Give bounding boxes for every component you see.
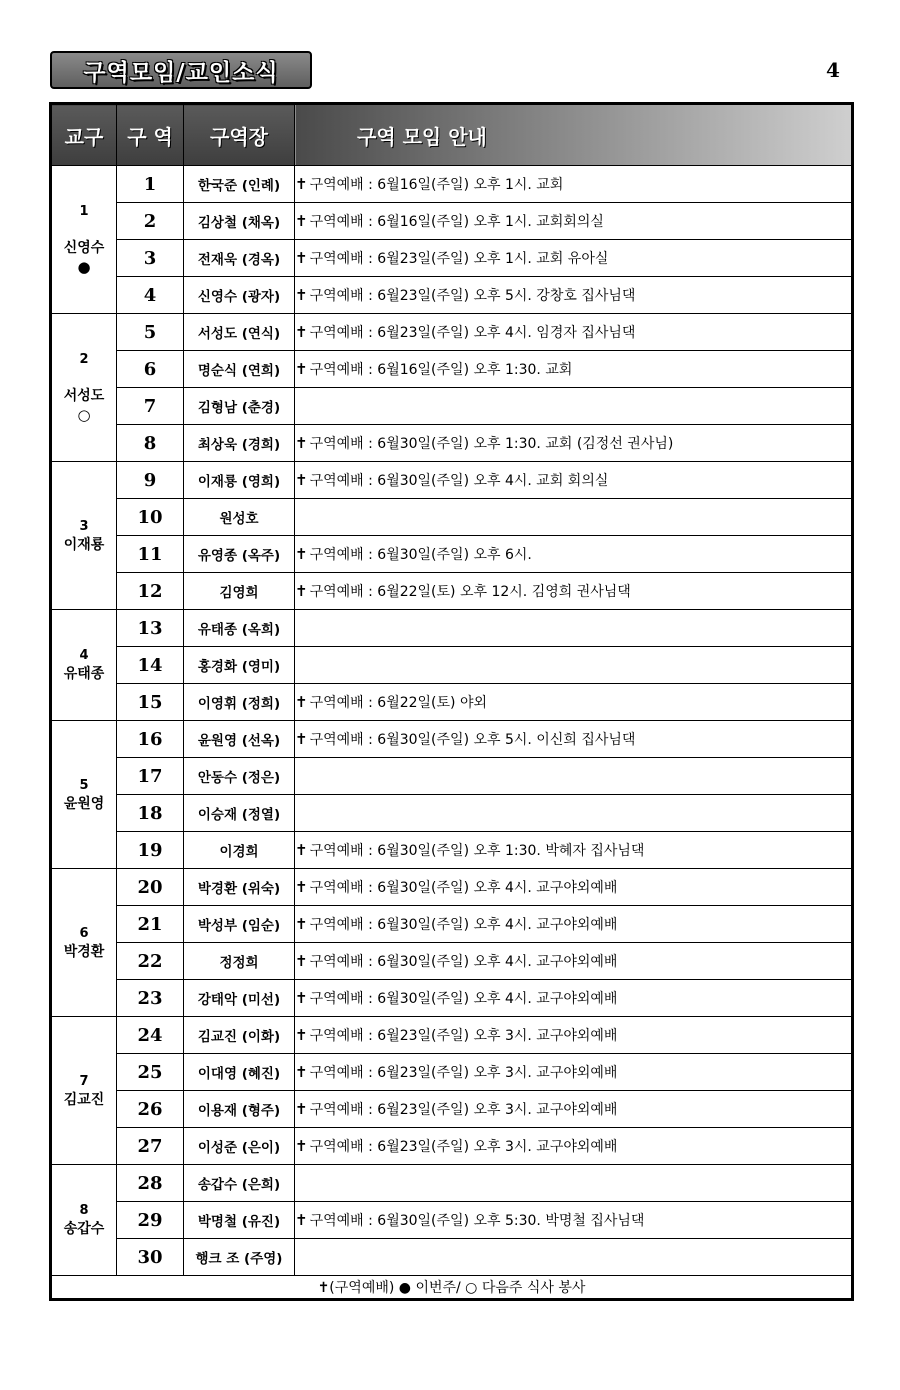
group-leader: 송갑수 (은희) (184, 1165, 295, 1202)
meeting-info-cell (295, 1091, 853, 1128)
page-number: 4 (826, 58, 840, 82)
meeting-info-cell (295, 203, 853, 240)
table-row (51, 1017, 853, 1054)
meeting-info-cell (295, 795, 853, 832)
column-header-district: 교구 (51, 104, 117, 166)
group-leader: 원성호 (184, 499, 295, 536)
group-leader: 유영종 (옥주) (184, 536, 295, 573)
cross-icon: ✝ (295, 693, 308, 711)
group-leader: 안동수 (정은) (184, 758, 295, 795)
meeting-info-cell (295, 610, 853, 647)
group-number: 30 (117, 1239, 184, 1276)
group-number: 19 (117, 832, 184, 869)
column-header-info: 구역 모임 안내 (295, 104, 853, 166)
group-number: 11 (117, 536, 184, 573)
group-leader: 이승재 (정열) (184, 795, 295, 832)
group-leader: 홍경화 (영미) (184, 647, 295, 684)
group-number: 28 (117, 1165, 184, 1202)
cross-icon: ✝ (295, 878, 308, 896)
district-leader-name: 이재룡 (63, 536, 105, 553)
group-leader: 전재욱 (경옥) (184, 240, 295, 277)
table-row (51, 388, 853, 425)
meeting-info: 구역예배 : 6월23일(주일) 오후 3시. 교구야외예배 (309, 1139, 618, 1155)
meeting-info-cell (295, 240, 853, 277)
group-leader: 박성부 (임순) (184, 906, 295, 943)
table-row (51, 1165, 853, 1202)
group-leader: 강태악 (미선) (184, 980, 295, 1017)
district-leader-name: 신영수 (63, 240, 105, 256)
group-number: 15 (117, 684, 184, 721)
group-number: 4 (117, 277, 184, 314)
cross-icon: ✝ (295, 471, 308, 489)
cross-icon: ✝ (295, 212, 308, 230)
column-header-group: 구 역 (117, 104, 184, 166)
cross-icon: ✝ (295, 286, 308, 304)
meeting-info-cell (295, 684, 853, 721)
group-leader: 행크 조 (주영) (184, 1239, 295, 1276)
district-cell (51, 1017, 117, 1165)
meeting-info-cell (295, 1202, 853, 1239)
group-number: 23 (117, 980, 184, 1017)
cross-icon: ✝ (295, 1137, 308, 1155)
group-number: 25 (117, 1054, 184, 1091)
meal-service-marker: ● (77, 258, 91, 276)
cross-icon: ✝ (295, 582, 308, 600)
group-leader: 정정희 (184, 943, 295, 980)
group-leader: 이용재 (형주) (184, 1091, 295, 1128)
group-leader: 이영휘 (정희) (184, 684, 295, 721)
group-number: 20 (117, 869, 184, 906)
meeting-info-cell (295, 425, 853, 462)
group-leader: 이대영 (혜진) (184, 1054, 295, 1091)
meeting-info-cell (295, 980, 853, 1017)
meeting-info-cell (295, 647, 853, 684)
district-leader-name: 윤원영 (63, 795, 105, 812)
table-header-row (51, 104, 853, 166)
group-number: 5 (117, 314, 184, 351)
table-row (51, 758, 853, 795)
table-row (51, 351, 853, 388)
meeting-info: 구역예배 : 6월30일(주일) 오후 5시. 이신희 집사님댁 (309, 732, 636, 748)
group-number: 7 (117, 388, 184, 425)
meeting-info: 구역예배 : 6월23일(주일) 오후 3시. 교구야외예배 (309, 1065, 618, 1081)
meeting-info: 구역예배 : 6월30일(주일) 오후 4시. 교구야외예배 (309, 917, 618, 933)
group-number: 18 (117, 795, 184, 832)
table-row (51, 906, 853, 943)
district-leader-name: 서성도 (63, 388, 105, 404)
group-number: 10 (117, 499, 184, 536)
meal-service-marker: ○ (77, 406, 91, 424)
meeting-info: 구역예배 : 6월30일(주일) 오후 4시. 교회 회의실 (309, 473, 609, 489)
district-number: 2 (79, 352, 89, 367)
meeting-info: 구역예배 : 6월30일(주일) 오후 5:30. 박명철 집사님댁 (309, 1213, 645, 1229)
cross-icon: ✝ (295, 841, 308, 859)
table-row (51, 647, 853, 684)
meeting-info-cell (295, 277, 853, 314)
cross-icon: ✝ (295, 730, 308, 748)
meeting-info-cell (295, 388, 853, 425)
meeting-info: 구역예배 : 6월30일(주일) 오후 4시. 교구야외예배 (309, 880, 618, 896)
table-row (51, 425, 853, 462)
district-cell (51, 610, 117, 721)
district-leader-name: 송갑수 (63, 1221, 105, 1237)
section-title-box (50, 51, 312, 89)
group-leader: 유태종 (옥희) (184, 610, 295, 647)
district-number: 1 (79, 204, 89, 219)
table-row (51, 980, 853, 1017)
cross-icon: ✝ (295, 989, 308, 1007)
district-cell (51, 721, 117, 869)
group-number: 16 (117, 721, 184, 758)
group-number: 17 (117, 758, 184, 795)
cross-icon: ✝ (295, 545, 308, 563)
cross-icon: ✝ (295, 323, 308, 341)
meeting-info: 구역예배 : 6월16일(주일) 오후 1시. 교회 (309, 177, 564, 193)
district-cell (51, 462, 117, 610)
cross-icon: ✝ (295, 915, 308, 933)
meeting-info: 구역예배 : 6월30일(주일) 오후 1:30. 박혜자 집사님댁 (309, 843, 645, 859)
table-row (51, 610, 853, 647)
meeting-info: 구역예배 : 6월30일(주일) 오후 6시. (309, 547, 532, 563)
group-leader: 이재룡 (영희) (184, 462, 295, 499)
group-number: 12 (117, 573, 184, 610)
group-number: 24 (117, 1017, 184, 1054)
table-row (51, 536, 853, 573)
meeting-info: 구역예배 : 6월22일(토) 야외 (309, 695, 488, 711)
cross-icon: ✝ (295, 434, 308, 452)
district-number: 8 (79, 1203, 89, 1218)
district-number: 4 (79, 648, 89, 663)
meeting-info: 구역예배 : 6월23일(주일) 오후 1시. 교회 유아실 (309, 251, 609, 267)
table-row (51, 684, 853, 721)
district-cell (51, 314, 117, 462)
meeting-info-cell (295, 166, 853, 203)
meeting-info-cell (295, 721, 853, 758)
cross-icon: ✝ (295, 1100, 308, 1118)
meeting-info-cell (295, 499, 853, 536)
meeting-info: 구역예배 : 6월23일(주일) 오후 3시. 교구야외예배 (309, 1028, 618, 1044)
group-number: 8 (117, 425, 184, 462)
table-row (51, 499, 853, 536)
district-number: 7 (79, 1073, 89, 1089)
group-leader: 김영희 (184, 573, 295, 610)
meeting-info: 구역예배 : 6월16일(주일) 오후 1시. 교회회의실 (309, 214, 604, 230)
table-row (51, 1128, 853, 1165)
cross-icon: ✝ (295, 175, 308, 193)
group-number: 3 (117, 240, 184, 277)
meeting-info-cell (295, 869, 853, 906)
table-row (51, 721, 853, 758)
cross-icon: ✝ (295, 249, 308, 267)
district-number: 3 (79, 518, 89, 534)
group-leader: 신영수 (광자) (184, 277, 295, 314)
group-number: 14 (117, 647, 184, 684)
district-cell (51, 166, 117, 314)
meeting-info-cell (295, 1054, 853, 1091)
meeting-info-cell (295, 758, 853, 795)
district-cell (51, 1165, 117, 1276)
district-number: 6 (79, 925, 89, 941)
district-meeting-table (49, 102, 854, 1301)
district-leader-name: 유태종 (63, 666, 105, 682)
table-body (51, 166, 853, 1276)
group-leader: 한국준 (인례) (184, 166, 295, 203)
group-leader: 김형남 (춘경) (184, 388, 295, 425)
table-row (51, 795, 853, 832)
meeting-info: 구역예배 : 6월22일(토) 오후 12시. 김영희 권사님댁 (309, 584, 631, 600)
meeting-info: 구역예배 : 6월30일(주일) 오후 4시. 교구야외예배 (309, 954, 618, 970)
meeting-info-cell (295, 1239, 853, 1276)
cross-icon: ✝ (295, 1026, 308, 1044)
footer-row (51, 1276, 853, 1300)
table-row (51, 166, 853, 203)
group-leader: 이성준 (은이) (184, 1128, 295, 1165)
table-row (51, 832, 853, 869)
district-leader-name: 박경환 (63, 943, 105, 960)
meeting-info-cell (295, 906, 853, 943)
meeting-info-cell (295, 351, 853, 388)
meeting-info-cell (295, 1017, 853, 1054)
meeting-info-cell (295, 832, 853, 869)
cross-icon: ✝ (295, 360, 308, 378)
meeting-info-cell (295, 462, 853, 499)
group-leader: 명순식 (연희) (184, 351, 295, 388)
group-leader: 서성도 (연식) (184, 314, 295, 351)
group-leader: 최상욱 (경희) (184, 425, 295, 462)
table-row (51, 1239, 853, 1276)
legend-note: ✝(구역예배) ● 이번주/ ○ 다음주 식사 봉사 (51, 1276, 853, 1300)
meeting-info: 구역예배 : 6월30일(주일) 오후 4시. 교구야외예배 (309, 991, 618, 1007)
meeting-info-cell (295, 573, 853, 610)
table-row (51, 240, 853, 277)
cross-icon: ✝ (295, 1063, 308, 1081)
group-number: 21 (117, 906, 184, 943)
meeting-info-cell (295, 536, 853, 573)
group-number: 1 (117, 166, 184, 203)
table-row (51, 1091, 853, 1128)
table-row (51, 1054, 853, 1091)
meeting-info: 구역예배 : 6월23일(주일) 오후 3시. 교구야외예배 (309, 1102, 618, 1118)
column-header-leader: 구역장 (184, 104, 295, 166)
district-number: 5 (79, 777, 89, 793)
table-row (51, 277, 853, 314)
group-leader: 박명철 (유진) (184, 1202, 295, 1239)
group-number: 6 (117, 351, 184, 388)
group-leader: 이경희 (184, 832, 295, 869)
meeting-info-cell (295, 1128, 853, 1165)
group-leader: 윤원영 (선옥) (184, 721, 295, 758)
group-number: 2 (117, 203, 184, 240)
district-leader-name: 김교진 (63, 1091, 105, 1108)
group-leader: 김교진 (이화) (184, 1017, 295, 1054)
table-row (51, 1202, 853, 1239)
cross-icon: ✝ (295, 1211, 308, 1229)
table-row (51, 573, 853, 610)
table-row (51, 462, 853, 499)
table-row (51, 869, 853, 906)
table-row (51, 943, 853, 980)
section-title: 구역모임/교인소식 (83, 59, 279, 86)
district-cell (51, 869, 117, 1017)
group-leader: 박경환 (위숙) (184, 869, 295, 906)
meeting-info-cell (295, 943, 853, 980)
meeting-info: 구역예배 : 6월16일(주일) 오후 1:30. 교회 (309, 362, 573, 378)
meeting-info: 구역예배 : 6월30일(주일) 오후 1:30. 교회 (김정선 권사님) (309, 436, 674, 452)
table-row (51, 314, 853, 351)
group-number: 27 (117, 1128, 184, 1165)
group-number: 13 (117, 610, 184, 647)
meeting-info: 구역예배 : 6월23일(주일) 오후 5시. 강창호 집사님댁 (309, 288, 636, 304)
group-number: 22 (117, 943, 184, 980)
group-number: 9 (117, 462, 184, 499)
meeting-info: 구역예배 : 6월23일(주일) 오후 4시. 임경자 집사님댁 (309, 325, 636, 341)
table-row (51, 203, 853, 240)
group-number: 26 (117, 1091, 184, 1128)
meeting-info-cell (295, 314, 853, 351)
group-number: 29 (117, 1202, 184, 1239)
cross-icon: ✝ (295, 952, 308, 970)
meeting-info-cell (295, 1165, 853, 1202)
group-leader: 김상철 (채옥) (184, 203, 295, 240)
